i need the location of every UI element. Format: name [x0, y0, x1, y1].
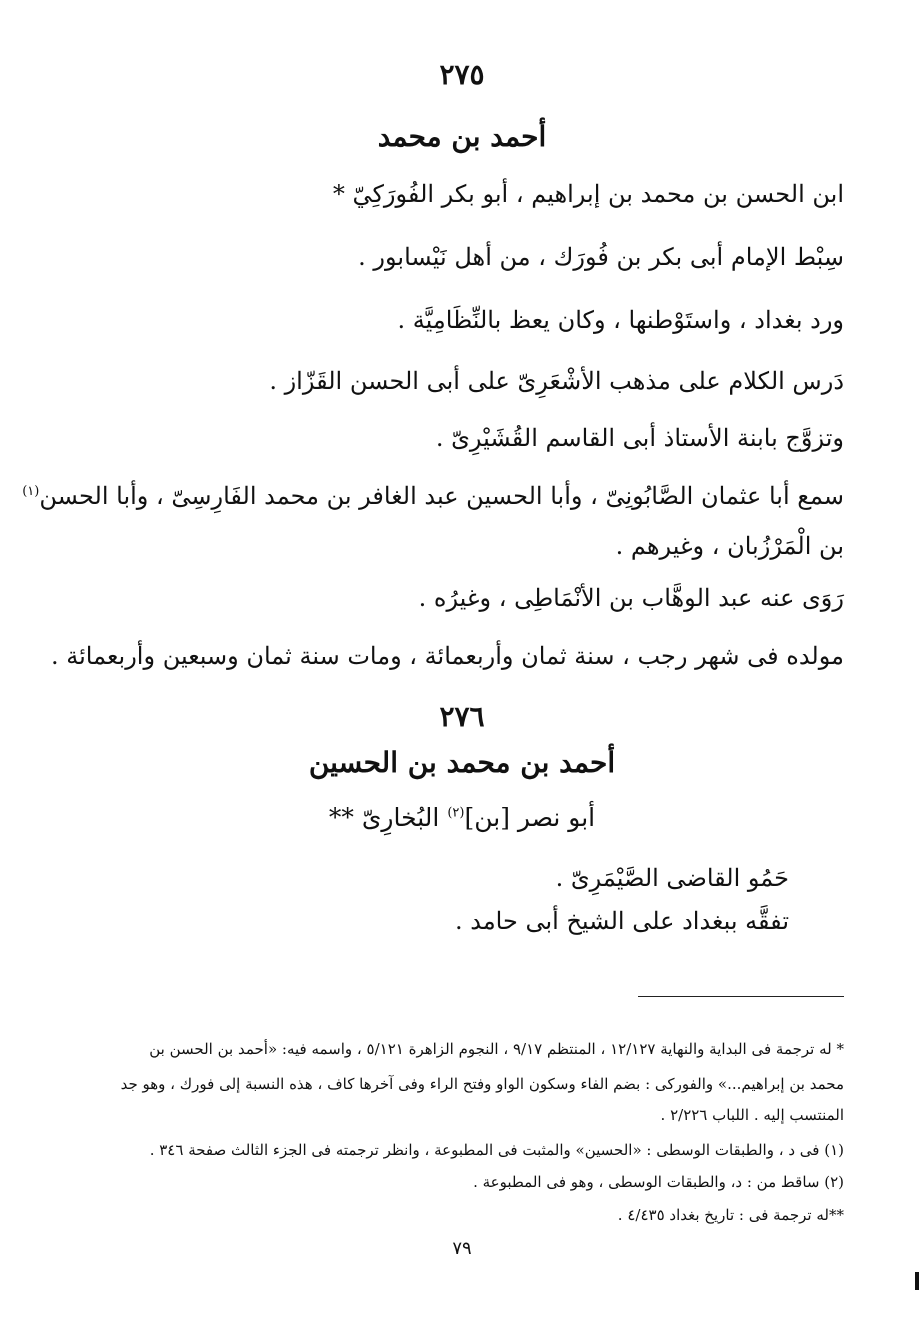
entry-number: ٢٧٥: [439, 58, 485, 91]
text-line: سِبْط الإمام أبى بكر بن فُورَك ، من أهل نَيْسابور .: [358, 243, 844, 271]
entry-title: أحمد بن محمد بن الحسين: [308, 746, 616, 779]
scan-edge-mark: [915, 1272, 919, 1290]
text-line: وتزوَّج بابنة الأستاذ أبى القاسم القُشَيْرِىّ .: [435, 424, 844, 452]
subtitle-text: أبو نصر [بن]: [464, 803, 596, 832]
text-line: ورد بغداد ، واستَوْطنها ، وكان يعظ بالنِّظَامِيَّة .: [397, 306, 844, 334]
entry-title: أحمد بن محمد: [377, 120, 547, 153]
entry-number: ٢٧٦: [439, 700, 485, 733]
text-line: [22, 482, 844, 510]
text-line: مولده فى شهر رجب ، سنة ثمان وأربعمائة ، ومات سنة ثمان وسبعين وأربعمائة .: [50, 642, 844, 670]
entry-subtitle: [0, 803, 924, 832]
text-line: تفقَّه ببغداد على الشيخ أبى حامد .: [454, 907, 789, 935]
footnote-line: (٢) ساقط من : د، والطبقات الوسطى ، وهو فى المطبوعة .: [473, 1173, 844, 1191]
footnote-ref: (١): [22, 484, 40, 499]
footnote-line: **له ترجمة فى : تاريخ بغداد ٤/٤٣٥ .: [617, 1206, 844, 1224]
text-segment: سمع أبا عثمان الصَّابُونِىّ ، وأبا الحسين عبد الغافر بن محمد الفَارِسِىّ ، وأبا الحسن: [39, 482, 844, 510]
footnote-ref: (٢): [447, 805, 465, 821]
footnote-line: محمد بن إبراهيم...» والفوركى : بضم الفاء وسكون الواو وفتح الراء وفى آخرها كاف ، هذه النسبة إلى فورك ، وهو جد: [120, 1075, 844, 1093]
footnote-divider: [638, 996, 844, 997]
page-number: ٧٩: [452, 1238, 472, 1259]
text-line: دَرس الكلام على مذهب الأشْعَرِىّ على أبى الحسن القَزّاز .: [269, 367, 844, 395]
subtitle-end: البُخارِىّ **: [328, 803, 440, 832]
footnote-line: المنتسب إليه . اللباب ٢/٢٢٦ .: [660, 1106, 844, 1124]
text-line: ابن الحسن بن محمد بن إبراهيم ، أبو بكر الفُورَكِيّ *: [332, 180, 844, 208]
text-line: رَوَى عنه عبد الوهَّاب بن الأنْمَاطِى ، وغيرُه .: [418, 584, 844, 612]
footnote-line: * له ترجمة فى البداية والنهاية ١٢/١٢٧ ، المنتظم ٩/١٧ ، النجوم الزاهرة ٥/١٢١ ، واسمه فيه: «أحمد بن الحسن بن: [149, 1040, 844, 1058]
footnote-line: (١) فى د ، والطبقات الوسطى : «الحسين» والمثبت فى المطبوعة ، وانظر ترجمته فى الجزء الثالث صفحة ٣٤٦ .: [149, 1141, 844, 1159]
text-line: بن الْمَرْزُبان ، وغيرهم .: [615, 532, 844, 560]
text-line: حَمُو القاضى الصَّيْمَرِىّ .: [555, 864, 789, 892]
